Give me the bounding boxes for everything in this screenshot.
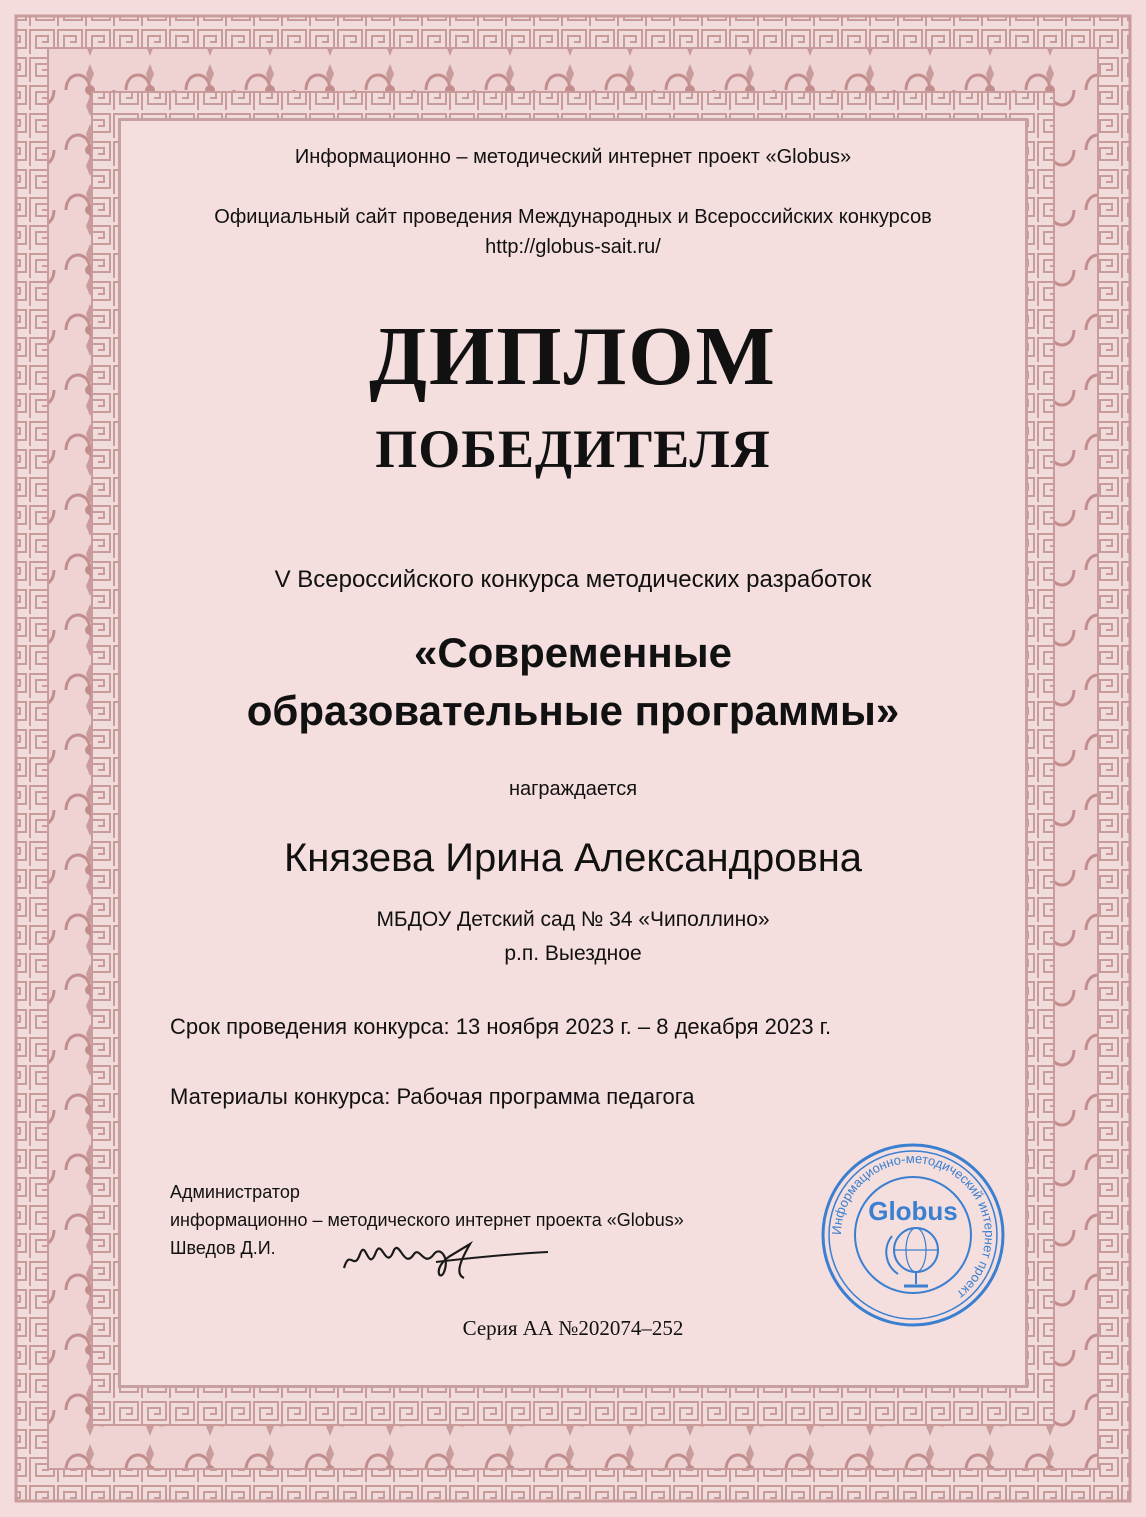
awarded-label: награждается	[508, 778, 638, 800]
admin-role: Администратор	[170, 1182, 300, 1202]
site-description: Официальный сайт проведения Международных и Всероссийских конкурсов	[214, 206, 932, 228]
contest-materials: Материалы конкурса: Рабочая программа педагога	[170, 1084, 695, 1109]
stamp-ring-text: Информационно-методический интернет проект	[828, 1150, 998, 1302]
contest-period: Срок проведения конкурса: 13 ноября 2023 г. – 8 декабря 2023 г.	[170, 1014, 832, 1039]
diploma-subtitle: ПОБЕДИТЕЛЯ	[375, 419, 771, 479]
recipient-organization: МБДОУ Детский сад № 34 «Чиполлино»	[376, 908, 770, 931]
contest-description: V Всероссийского конкурса методических разработок	[274, 566, 872, 593]
stamp-center-text: Globus	[868, 1196, 958, 1226]
signature	[340, 1228, 550, 1288]
project-title: Информационно – методический интернет проект «Globus»	[294, 146, 852, 168]
diploma-title: ДИПЛОМ	[369, 310, 777, 403]
admin-name: Шведов Д.И.	[170, 1238, 276, 1258]
series-number: Серия АА №202074–252	[462, 1316, 684, 1340]
contest-name-line-2: образовательные программы»	[246, 687, 900, 734]
site-url: http://globus-sait.ru/	[485, 236, 661, 258]
admin-project: информационно – методического интернет проекта «Globus»	[170, 1210, 684, 1230]
contest-name-line-1: «Современные	[413, 629, 732, 676]
recipient-name: Князева Ирина Александровна	[283, 836, 863, 880]
recipient-place: р.п. Выездное	[504, 942, 642, 965]
diploma-content	[118, 118, 1028, 1388]
globus-stamp	[818, 1140, 1008, 1330]
contest-name	[118, 624, 1028, 740]
